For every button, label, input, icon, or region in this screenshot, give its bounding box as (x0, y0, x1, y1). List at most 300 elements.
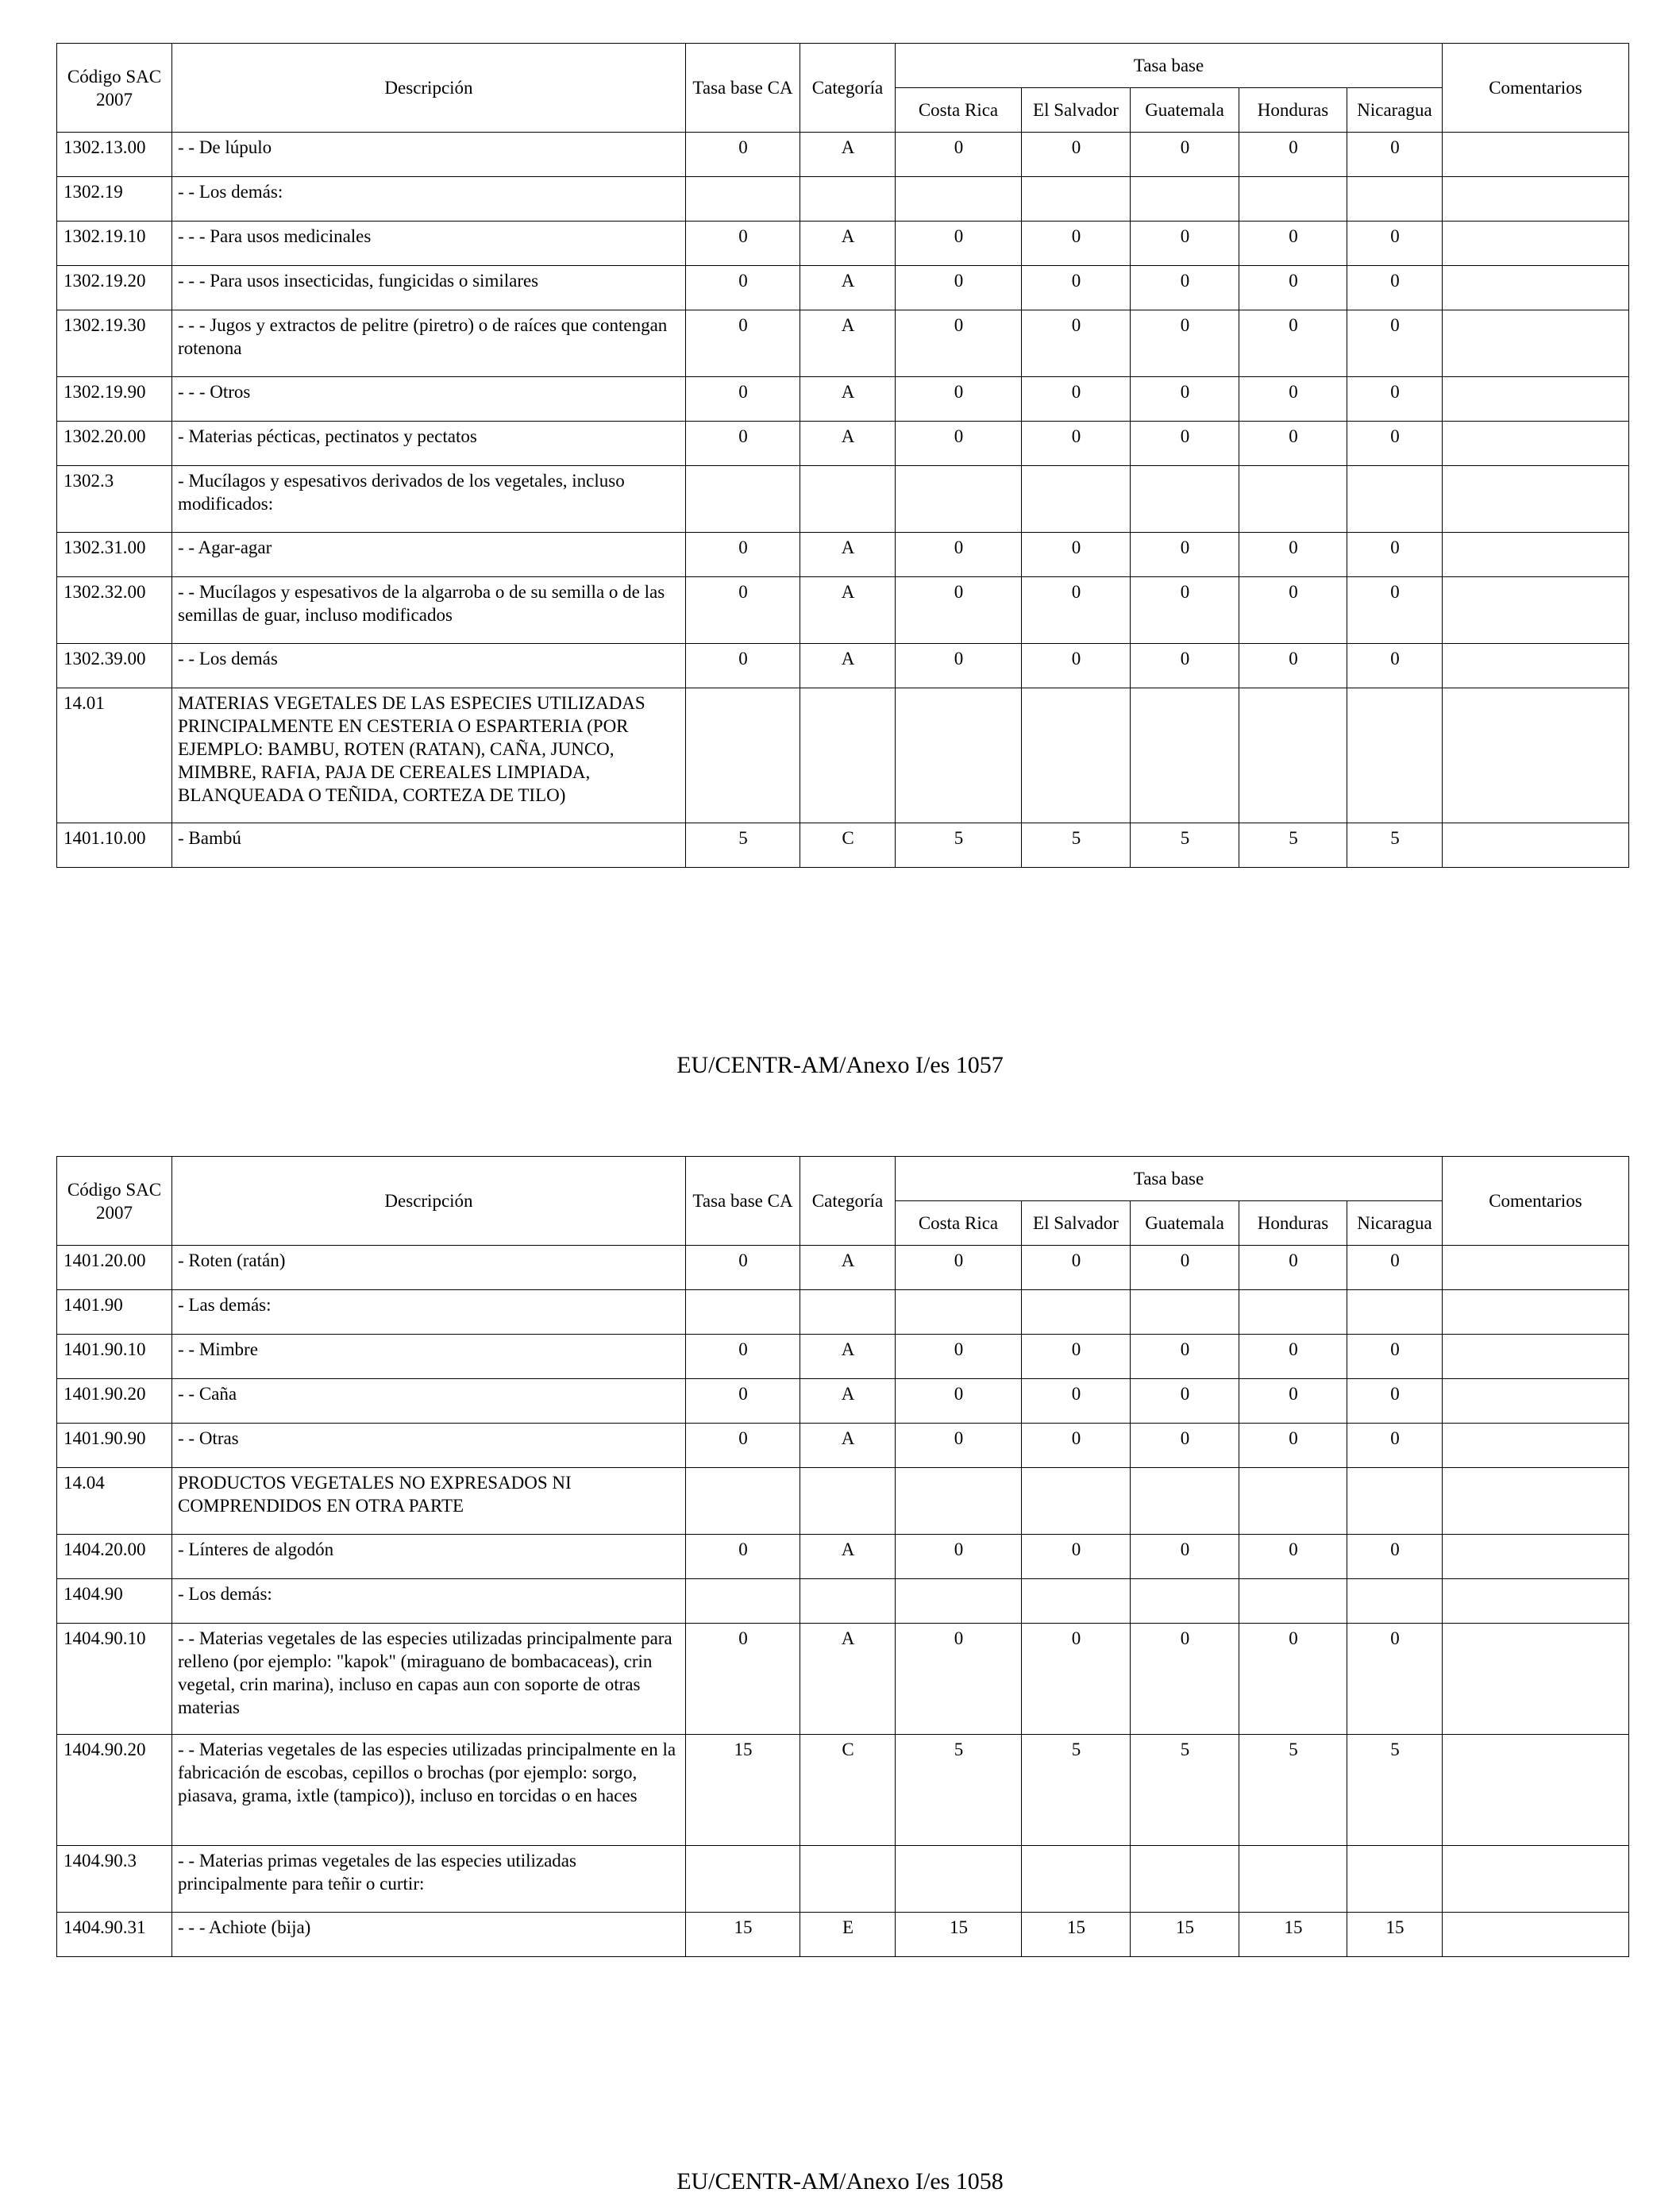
cell-country-rate: 0 (896, 1379, 1022, 1424)
cell-country-rate: 0 (1239, 266, 1347, 310)
cell-base-rate-ca (686, 688, 800, 823)
cell-country-rate (1022, 1846, 1131, 1913)
cell-comments (1443, 1290, 1629, 1335)
header-base-rate-ca: Tasa base CA (686, 1157, 800, 1246)
table-row (57, 377, 1629, 422)
cell-category: A (800, 133, 896, 177)
cell-category (800, 1579, 896, 1624)
cell-description: - - Los demás (172, 644, 686, 688)
cell-country-rate (1239, 466, 1347, 533)
cell-country-rate: 0 (896, 377, 1022, 422)
cell-code: 1401.10.00 (57, 823, 172, 868)
header-description: Descripción (172, 1157, 686, 1246)
cell-country-rate: 0 (1022, 377, 1131, 422)
cell-category (800, 688, 896, 823)
cell-base-rate-ca (686, 1468, 800, 1535)
cell-country-rate: 0 (1347, 577, 1443, 644)
table-row (57, 577, 1629, 644)
cell-comments (1443, 644, 1629, 688)
cell-comments (1443, 1535, 1629, 1579)
cell-country-rate (1131, 466, 1239, 533)
cell-base-rate-ca: 15 (686, 1735, 800, 1846)
cell-country-rate: 5 (1347, 823, 1443, 868)
cell-base-rate-ca (686, 1846, 800, 1913)
cell-country-rate: 0 (1347, 422, 1443, 466)
cell-country-rate: 0 (1239, 422, 1347, 466)
cell-country-rate: 0 (896, 266, 1022, 310)
cell-country-rate: 0 (896, 1535, 1022, 1579)
table-row (57, 1424, 1629, 1468)
cell-country-rate (1239, 1468, 1347, 1535)
cell-code: 1404.90.31 (57, 1913, 172, 1957)
cell-base-rate-ca (686, 1579, 800, 1624)
table-row (57, 823, 1629, 868)
table-row (57, 1846, 1629, 1913)
page-footer-1: EU/CENTR-AM/Anexo I/es 1057 (676, 1052, 1004, 1078)
cell-description: PRODUCTOS VEGETALES NO EXPRESADOS NI COMPRENDIDOS EN OTRA PARTE (172, 1468, 686, 1535)
cell-base-rate-ca: 15 (686, 1913, 800, 1957)
cell-category (800, 1468, 896, 1535)
cell-comments (1443, 310, 1629, 377)
table-row (57, 466, 1629, 533)
cell-country-rate: 0 (1022, 533, 1131, 577)
cell-country-rate (1347, 466, 1443, 533)
cell-category: A (800, 1379, 896, 1424)
cell-country-rate (1022, 177, 1131, 222)
cell-description: - - Mimbre (172, 1335, 686, 1379)
cell-country-rate: 0 (1131, 222, 1239, 266)
cell-code: 1404.90 (57, 1579, 172, 1624)
cell-comments (1443, 1846, 1629, 1913)
cell-base-rate-ca (686, 1290, 800, 1335)
cell-comments (1443, 466, 1629, 533)
cell-country-rate: 5 (896, 823, 1022, 868)
cell-code: 1401.90.20 (57, 1379, 172, 1424)
cell-country-rate: 0 (1131, 1335, 1239, 1379)
table-row (57, 1535, 1629, 1579)
cell-base-rate-ca: 0 (686, 1424, 800, 1468)
cell-country-rate: 15 (1239, 1913, 1347, 1957)
cell-country-rate (1022, 688, 1131, 823)
table-row (57, 422, 1629, 466)
cell-description: - - Materias vegetales de las especies utilizadas principalmente para relleno (por ejemplo: "kapok" (miraguano de bombacaceas), crin vegetal, crin marina), incluso en capas aun con soporte de otras materias (172, 1624, 686, 1735)
cell-description: - Mucílagos y espesativos derivados de los vegetales, incluso modificados: (172, 466, 686, 533)
cell-country-rate (896, 1846, 1022, 1913)
cell-country-rate (896, 177, 1022, 222)
cell-comments (1443, 422, 1629, 466)
cell-country-rate: 0 (1347, 533, 1443, 577)
cell-category (800, 466, 896, 533)
table-header (57, 1157, 1629, 1246)
header-category: Categoría (800, 44, 896, 133)
cell-country-rate: 0 (1239, 1624, 1347, 1735)
table-row (57, 222, 1629, 266)
cell-category: A (800, 1246, 896, 1290)
cell-country-rate: 0 (1022, 266, 1131, 310)
cell-base-rate-ca: 0 (686, 422, 800, 466)
table-row (57, 1579, 1629, 1624)
table-row (57, 1246, 1629, 1290)
cell-comments (1443, 688, 1629, 823)
cell-country-rate: 0 (1239, 1335, 1347, 1379)
cell-country-rate: 5 (1022, 1735, 1131, 1846)
cell-category: A (800, 1335, 896, 1379)
header-base-rate: Tasa base (896, 44, 1443, 88)
cell-category: A (800, 1624, 896, 1735)
header-category: Categoría (800, 1157, 896, 1246)
cell-code: 14.04 (57, 1468, 172, 1535)
cell-country-rate (1347, 1579, 1443, 1624)
cell-description: - - Otras (172, 1424, 686, 1468)
cell-country-rate: 5 (1022, 823, 1131, 868)
cell-description: - Materias pécticas, pectinatos y pectatos (172, 422, 686, 466)
cell-code: 1302.19 (57, 177, 172, 222)
cell-country-rate: 0 (1239, 1246, 1347, 1290)
table-row (57, 688, 1629, 823)
cell-country-rate: 0 (1239, 533, 1347, 577)
cell-country-rate (1022, 1579, 1131, 1624)
cell-country-rate: 0 (1022, 644, 1131, 688)
cell-category: A (800, 577, 896, 644)
header-country: Honduras (1239, 88, 1347, 133)
cell-code: 1302.39.00 (57, 644, 172, 688)
cell-country-rate: 0 (1131, 533, 1239, 577)
cell-country-rate: 0 (1239, 133, 1347, 177)
header-description: Descripción (172, 44, 686, 133)
cell-country-rate: 0 (1239, 1535, 1347, 1579)
cell-country-rate: 0 (1239, 310, 1347, 377)
header-code: Código SAC 2007 (57, 44, 172, 133)
cell-country-rate: 0 (1347, 222, 1443, 266)
cell-country-rate: 0 (1347, 1379, 1443, 1424)
cell-description: - - - Achiote (bija) (172, 1913, 686, 1957)
cell-category: A (800, 266, 896, 310)
cell-country-rate: 15 (1131, 1913, 1239, 1957)
cell-code: 1404.90.3 (57, 1846, 172, 1913)
header-base-rate: Tasa base (896, 1157, 1443, 1201)
cell-country-rate (1347, 177, 1443, 222)
header-country: El Salvador (1022, 88, 1131, 133)
cell-country-rate: 0 (1131, 310, 1239, 377)
cell-comments (1443, 1735, 1629, 1846)
table-row (57, 266, 1629, 310)
cell-country-rate: 0 (1022, 222, 1131, 266)
cell-code: 1401.90 (57, 1290, 172, 1335)
cell-country-rate: 0 (896, 1335, 1022, 1379)
cell-country-rate: 0 (1347, 377, 1443, 422)
cell-country-rate: 0 (1347, 644, 1443, 688)
cell-comments (1443, 377, 1629, 422)
cell-country-rate (1022, 466, 1131, 533)
cell-country-rate: 0 (1239, 1424, 1347, 1468)
cell-country-rate: 0 (1022, 133, 1131, 177)
cell-country-rate: 5 (1239, 823, 1347, 868)
cell-country-rate (1239, 688, 1347, 823)
cell-country-rate: 0 (1131, 133, 1239, 177)
cell-description: MATERIAS VEGETALES DE LAS ESPECIES UTILIZADAS PRINCIPALMENTE EN CESTERIA O ESPARTERIA (POR EJEMPLO: BAMBU, ROTEN (RATAN), CAÑA, JUNCO, MIMBRE, RAFIA, PAJA DE CEREALES LIMPIADA, BLANQUEADA O TEÑIDA, CORTEZA DE TILO) (172, 688, 686, 823)
cell-category: E (800, 1913, 896, 1957)
cell-code: 1302.13.00 (57, 133, 172, 177)
cell-country-rate: 0 (1022, 1379, 1131, 1424)
cell-code: 1401.90.10 (57, 1335, 172, 1379)
cell-country-rate (1131, 1290, 1239, 1335)
cell-description: - - Mucílagos y espesativos de la algarroba o de su semilla o de las semillas de guar, incluso modificados (172, 577, 686, 644)
cell-country-rate: 0 (1347, 1335, 1443, 1379)
cell-base-rate-ca: 0 (686, 266, 800, 310)
cell-country-rate: 0 (896, 310, 1022, 377)
cell-description: - - Materias primas vegetales de las especies utilizadas principalmente para teñir o curtir: (172, 1846, 686, 1913)
cell-code: 1302.20.00 (57, 422, 172, 466)
table-row (57, 1624, 1629, 1735)
cell-country-rate (1347, 1290, 1443, 1335)
cell-category: C (800, 1735, 896, 1846)
cell-description: - - - Para usos medicinales (172, 222, 686, 266)
cell-country-rate: 5 (1347, 1735, 1443, 1846)
cell-country-rate: 15 (1347, 1913, 1443, 1957)
cell-country-rate (896, 1468, 1022, 1535)
cell-country-rate: 0 (896, 577, 1022, 644)
cell-base-rate-ca: 0 (686, 1335, 800, 1379)
cell-base-rate-ca: 0 (686, 222, 800, 266)
cell-country-rate (1022, 1468, 1131, 1535)
cell-base-rate-ca (686, 466, 800, 533)
cell-code: 1404.90.10 (57, 1624, 172, 1735)
cell-country-rate: 0 (1131, 266, 1239, 310)
cell-country-rate: 0 (1131, 1624, 1239, 1735)
cell-code: 1302.32.00 (57, 577, 172, 644)
tariff-table-2 (56, 1156, 1629, 1957)
header-row (57, 1157, 1629, 1201)
cell-country-rate: 0 (1239, 222, 1347, 266)
cell-country-rate: 0 (1131, 644, 1239, 688)
cell-country-rate: 0 (1022, 1424, 1131, 1468)
cell-code: 1401.20.00 (57, 1246, 172, 1290)
cell-country-rate: 5 (1131, 823, 1239, 868)
cell-country-rate: 0 (896, 222, 1022, 266)
cell-description: - - - Otros (172, 377, 686, 422)
table-row (57, 1290, 1629, 1335)
cell-comments (1443, 1913, 1629, 1957)
cell-category (800, 1290, 896, 1335)
cell-country-rate (896, 1290, 1022, 1335)
cell-country-rate: 0 (1131, 422, 1239, 466)
header-comments: Comentarios (1443, 44, 1629, 133)
header-code: Código SAC 2007 (57, 1157, 172, 1246)
cell-category: C (800, 823, 896, 868)
cell-country-rate (1347, 1846, 1443, 1913)
cell-country-rate (1131, 1846, 1239, 1913)
cell-country-rate: 0 (896, 422, 1022, 466)
tariff-table-1 (56, 43, 1629, 868)
cell-description: - - De lúpulo (172, 133, 686, 177)
cell-comments (1443, 177, 1629, 222)
cell-comments (1443, 1424, 1629, 1468)
table-row (57, 1735, 1629, 1846)
cell-code: 1302.19.90 (57, 377, 172, 422)
cell-country-rate: 0 (1347, 266, 1443, 310)
cell-code: 1302.31.00 (57, 533, 172, 577)
cell-base-rate-ca: 0 (686, 533, 800, 577)
cell-description: - - Agar-agar (172, 533, 686, 577)
table-row (57, 1335, 1629, 1379)
cell-code: 1302.19.20 (57, 266, 172, 310)
cell-country-rate: 0 (1022, 1246, 1131, 1290)
cell-country-rate: 0 (1347, 1246, 1443, 1290)
cell-code: 1404.90.20 (57, 1735, 172, 1846)
cell-country-rate: 0 (1022, 1535, 1131, 1579)
cell-description: - Roten (ratán) (172, 1246, 686, 1290)
cell-category: A (800, 310, 896, 377)
cell-country-rate: 0 (1022, 577, 1131, 644)
cell-country-rate: 0 (1022, 1624, 1131, 1735)
cell-country-rate (1239, 177, 1347, 222)
cell-country-rate (1131, 177, 1239, 222)
cell-country-rate: 0 (1239, 377, 1347, 422)
cell-country-rate: 0 (1131, 1424, 1239, 1468)
cell-country-rate: 0 (1347, 1535, 1443, 1579)
header-country: Costa Rica (896, 1201, 1022, 1246)
cell-code: 1404.20.00 (57, 1535, 172, 1579)
cell-country-rate: 0 (896, 1424, 1022, 1468)
cell-code: 1302.3 (57, 466, 172, 533)
cell-base-rate-ca: 0 (686, 644, 800, 688)
cell-country-rate: 0 (1239, 577, 1347, 644)
cell-comments (1443, 1468, 1629, 1535)
table-row (57, 310, 1629, 377)
header-base-rate-ca: Tasa base CA (686, 44, 800, 133)
cell-country-rate: 0 (1239, 644, 1347, 688)
cell-category: A (800, 1424, 896, 1468)
cell-category: A (800, 1535, 896, 1579)
cell-description: - - Materias vegetales de las especies utilizadas principalmente en la fabricación de escobas, cepillos o brochas (por ejemplo: sorgo, piasava, grama, ixtle (tampico)), incluso en torcidas o en haces (172, 1735, 686, 1846)
table-row (57, 177, 1629, 222)
page-footer-2: EU/CENTR-AM/Anexo I/es 1058 (676, 2168, 1004, 2194)
cell-category: A (800, 222, 896, 266)
cell-comments (1443, 1246, 1629, 1290)
cell-country-rate (1131, 688, 1239, 823)
cell-comments (1443, 1379, 1629, 1424)
cell-comments (1443, 823, 1629, 868)
header-country: Nicaragua (1347, 88, 1443, 133)
cell-country-rate (1347, 1468, 1443, 1535)
cell-country-rate (896, 466, 1022, 533)
cell-code: 1302.19.10 (57, 222, 172, 266)
cell-country-rate (1347, 688, 1443, 823)
header-country: El Salvador (1022, 1201, 1131, 1246)
cell-comments (1443, 1624, 1629, 1735)
cell-country-rate: 0 (1347, 1624, 1443, 1735)
cell-country-rate: 0 (896, 644, 1022, 688)
cell-description: - - - Jugos y extractos de pelitre (piretro) o de raíces que contengan rotenona (172, 310, 686, 377)
cell-country-rate: 0 (1347, 1424, 1443, 1468)
cell-country-rate: 5 (1131, 1735, 1239, 1846)
cell-base-rate-ca: 0 (686, 377, 800, 422)
cell-base-rate-ca: 0 (686, 1246, 800, 1290)
cell-base-rate-ca: 5 (686, 823, 800, 868)
cell-country-rate: 0 (1347, 310, 1443, 377)
cell-description: - Los demás: (172, 1579, 686, 1624)
cell-country-rate: 0 (896, 533, 1022, 577)
cell-description: - Línteres de algodón (172, 1535, 686, 1579)
cell-country-rate: 0 (1131, 377, 1239, 422)
cell-comments (1443, 533, 1629, 577)
table-row (57, 133, 1629, 177)
cell-category: A (800, 422, 896, 466)
cell-comments (1443, 1579, 1629, 1624)
table-row (57, 644, 1629, 688)
cell-country-rate: 5 (896, 1735, 1022, 1846)
header-row (57, 44, 1629, 88)
cell-comments (1443, 266, 1629, 310)
cell-country-rate (1239, 1579, 1347, 1624)
table-header (57, 44, 1629, 133)
table-row (57, 533, 1629, 577)
cell-base-rate-ca: 0 (686, 1624, 800, 1735)
cell-base-rate-ca: 0 (686, 577, 800, 644)
header-country: Guatemala (1131, 1201, 1239, 1246)
cell-category: A (800, 644, 896, 688)
cell-country-rate: 5 (1239, 1735, 1347, 1846)
table-row (57, 1379, 1629, 1424)
cell-code: 14.01 (57, 688, 172, 823)
cell-category (800, 177, 896, 222)
header-country: Guatemala (1131, 88, 1239, 133)
cell-base-rate-ca: 0 (686, 310, 800, 377)
cell-category: A (800, 533, 896, 577)
cell-code: 1401.90.90 (57, 1424, 172, 1468)
cell-country-rate (1022, 1290, 1131, 1335)
cell-country-rate: 15 (896, 1913, 1022, 1957)
cell-comments (1443, 222, 1629, 266)
cell-comments (1443, 1335, 1629, 1379)
table-row (57, 1468, 1629, 1535)
cell-description: - - Caña (172, 1379, 686, 1424)
cell-country-rate: 0 (1239, 1379, 1347, 1424)
cell-country-rate: 0 (1131, 1535, 1239, 1579)
cell-country-rate: 0 (1022, 422, 1131, 466)
cell-description: - Las demás: (172, 1290, 686, 1335)
cell-category: A (800, 377, 896, 422)
cell-category (800, 1846, 896, 1913)
cell-country-rate: 0 (896, 133, 1022, 177)
cell-country-rate (896, 1579, 1022, 1624)
cell-country-rate (1239, 1846, 1347, 1913)
cell-country-rate (1131, 1579, 1239, 1624)
cell-comments (1443, 577, 1629, 644)
cell-description: - - - Para usos insecticidas, fungicidas o similares (172, 266, 686, 310)
cell-country-rate: 0 (1022, 1335, 1131, 1379)
cell-comments (1443, 133, 1629, 177)
cell-base-rate-ca: 0 (686, 133, 800, 177)
cell-country-rate: 0 (896, 1624, 1022, 1735)
cell-description: - - Los demás: (172, 177, 686, 222)
cell-code: 1302.19.30 (57, 310, 172, 377)
cell-country-rate: 0 (1131, 577, 1239, 644)
cell-country-rate (1131, 1468, 1239, 1535)
cell-country-rate: 15 (1022, 1913, 1131, 1957)
cell-description: - Bambú (172, 823, 686, 868)
cell-base-rate-ca: 0 (686, 1379, 800, 1424)
header-country: Costa Rica (896, 88, 1022, 133)
cell-country-rate: 0 (1347, 133, 1443, 177)
cell-country-rate: 0 (1022, 310, 1131, 377)
cell-country-rate: 0 (1131, 1379, 1239, 1424)
header-country: Honduras (1239, 1201, 1347, 1246)
header-country: Nicaragua (1347, 1201, 1443, 1246)
cell-base-rate-ca: 0 (686, 1535, 800, 1579)
cell-country-rate (896, 688, 1022, 823)
cell-country-rate: 0 (1131, 1246, 1239, 1290)
